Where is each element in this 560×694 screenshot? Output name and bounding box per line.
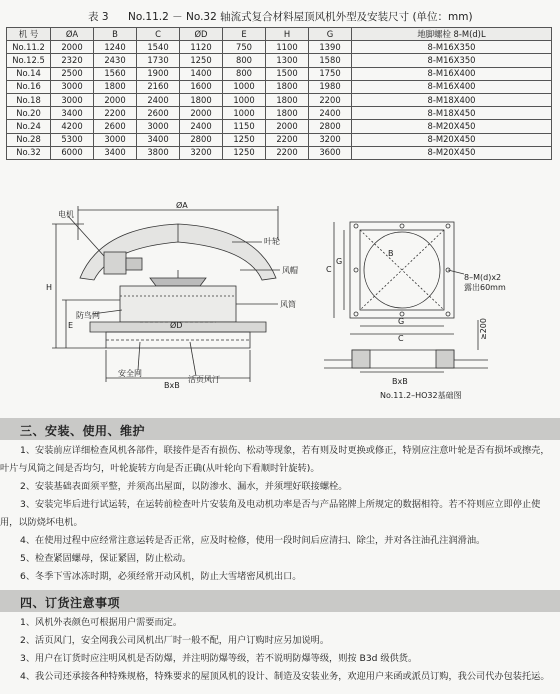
fan-diagram bbox=[0, 200, 560, 400]
table-cell: 8-M16X350 bbox=[352, 54, 552, 67]
table-cell: 2320 bbox=[51, 54, 94, 67]
table-number: 表 3 bbox=[88, 11, 109, 23]
table-cell: 2000 bbox=[94, 93, 137, 106]
table-cell: 1560 bbox=[94, 67, 137, 80]
table-cell: 1500 bbox=[266, 67, 309, 80]
section-3-item-5: 5、检查紧固螺母，保证紧固，防止松动。 bbox=[20, 553, 192, 564]
model-cell: No.32 bbox=[7, 146, 51, 159]
table-cell: 1980 bbox=[309, 80, 352, 93]
table-cell: 3200 bbox=[309, 133, 352, 146]
table-cell: 1900 bbox=[137, 67, 180, 80]
table-row bbox=[7, 80, 552, 93]
table-cell: 1120 bbox=[180, 41, 223, 54]
label-dim-d: ØD bbox=[170, 321, 183, 330]
table-cell: 2400 bbox=[137, 93, 180, 106]
table-cell: 8-M16X400 bbox=[352, 80, 552, 93]
model-cell: No.16 bbox=[7, 80, 51, 93]
table-cell: 2500 bbox=[51, 67, 94, 80]
table-cell: 8-M20X450 bbox=[352, 120, 552, 133]
table-cell: 1800 bbox=[266, 80, 309, 93]
table-row bbox=[7, 107, 552, 120]
label-dim-bxb-right: BxB bbox=[392, 377, 408, 386]
table-row bbox=[7, 67, 552, 80]
table-cell: 1150 bbox=[223, 120, 266, 133]
table-cell: 1540 bbox=[137, 41, 180, 54]
section-3-title: 三、安装、使用、维护 bbox=[20, 424, 146, 438]
table-cell: 6000 bbox=[51, 146, 94, 159]
section-4-heading bbox=[0, 590, 560, 612]
table-cell: 5300 bbox=[51, 133, 94, 146]
table-cell: 1000 bbox=[223, 107, 266, 120]
table-cell: 1400 bbox=[180, 67, 223, 80]
label-dim-c-bottom: C bbox=[398, 334, 404, 343]
model-cell: No.14 bbox=[7, 67, 51, 80]
table-header-cell: G bbox=[309, 28, 352, 41]
section-3-item-4: 4、在使用过程中应经常注意运转是否正常，应及时检修，使用一段时间后应清扫、除尘，并对各注油孔注润滑油。 bbox=[20, 535, 486, 546]
table-header-cell: E bbox=[223, 28, 266, 41]
foundation-view bbox=[324, 222, 488, 372]
table-cell: 3400 bbox=[51, 107, 94, 120]
table-cell: 4200 bbox=[51, 120, 94, 133]
table-cell: 2000 bbox=[266, 120, 309, 133]
foundation-caption: No.11.2–HO32基础图 bbox=[380, 391, 462, 400]
table-caption bbox=[0, 4, 560, 24]
label-dim-bxb-left: BxB bbox=[164, 381, 180, 390]
table-cell: 1800 bbox=[266, 107, 309, 120]
label-dim-g-side: G bbox=[336, 257, 343, 266]
table-cell: 1250 bbox=[223, 146, 266, 159]
table-row bbox=[7, 146, 552, 159]
table-row bbox=[7, 120, 552, 133]
table-cell: 1390 bbox=[309, 41, 352, 54]
label-dim-c-side: C bbox=[326, 265, 332, 274]
table-cell: 3000 bbox=[51, 93, 94, 106]
table-cell: 1240 bbox=[94, 41, 137, 54]
fan-side-view bbox=[52, 206, 280, 382]
table-row bbox=[7, 41, 552, 54]
table-cell: 3000 bbox=[94, 133, 137, 146]
label-dim-e: E bbox=[68, 321, 74, 330]
section-4-body bbox=[0, 614, 552, 686]
table-cell: 2200 bbox=[266, 133, 309, 146]
label-dim-g-bottom: G bbox=[398, 317, 405, 326]
label-dim-b-circle: B bbox=[388, 249, 394, 258]
table-header-row bbox=[7, 28, 552, 41]
table-cell: 1580 bbox=[309, 54, 352, 67]
section-4-item-1: 1、风机外表颜色可根据用户需要而定。 bbox=[20, 617, 183, 628]
table-cell: 8-M20X450 bbox=[352, 133, 552, 146]
label-dim-h: H bbox=[46, 283, 53, 292]
table-cell: 1000 bbox=[223, 80, 266, 93]
label-bolts: 8–M(d)x2 bbox=[464, 273, 502, 282]
table-cell: 2400 bbox=[309, 107, 352, 120]
table-cell: 3000 bbox=[137, 120, 180, 133]
table-row bbox=[7, 133, 552, 146]
table-cell: 800 bbox=[223, 67, 266, 80]
table-cell: 750 bbox=[223, 41, 266, 54]
section-3-item-2: 2、安装基础表面须平整，并须高出屋面，以防渗水、漏水，并须埋好联接螺栓。 bbox=[20, 481, 348, 492]
model-cell: No.18 bbox=[7, 93, 51, 106]
table-cell: 1250 bbox=[180, 54, 223, 67]
label-impeller: 叶轮 bbox=[264, 237, 280, 246]
section-3-heading bbox=[0, 418, 560, 440]
section-4-item-4: 4、我公司还承接各种特殊规格，特殊要求的屋顶风机的设计、制造及安装业务，欢迎用户来函或派员订购，我公司代办包装托运。 bbox=[20, 671, 550, 682]
table-header-cell: ØA bbox=[51, 28, 94, 41]
table-cell: 1730 bbox=[137, 54, 180, 67]
table-cell: 2430 bbox=[94, 54, 137, 67]
model-cell: No.11.2 bbox=[7, 41, 51, 54]
table-cell: 3200 bbox=[180, 146, 223, 159]
label-safety-net: 安全网 bbox=[118, 369, 142, 378]
table-title: No.11.2 － No.32 轴流式复合材料屋顶风机外型及安装尺寸 (单位：mm) bbox=[128, 11, 473, 23]
table-cell: 1750 bbox=[309, 67, 352, 80]
table-header-cell: C bbox=[137, 28, 180, 41]
table-cell: 1000 bbox=[223, 93, 266, 106]
table-cell: 2160 bbox=[137, 80, 180, 93]
label-duct: 风筒 bbox=[280, 300, 296, 309]
table-cell: 1800 bbox=[94, 80, 137, 93]
table-cell: 2800 bbox=[309, 120, 352, 133]
table-cell: 3800 bbox=[137, 146, 180, 159]
table-cell: 1800 bbox=[180, 93, 223, 106]
model-cell: No.28 bbox=[7, 133, 51, 146]
label-dim-a: ØA bbox=[176, 201, 188, 210]
table-cell: 8-M18X400 bbox=[352, 93, 552, 106]
label-bolts-note: 露出60mm bbox=[464, 283, 506, 292]
label-motor: 电机 bbox=[58, 210, 74, 219]
model-cell: No.24 bbox=[7, 120, 51, 133]
table-cell: 8-M18X450 bbox=[352, 107, 552, 120]
table-cell: 2200 bbox=[266, 146, 309, 159]
table-cell: 2200 bbox=[309, 93, 352, 106]
section-3-body bbox=[0, 442, 552, 586]
table-cell: 1100 bbox=[266, 41, 309, 54]
table-header-cell: ØD bbox=[180, 28, 223, 41]
table-cell: 2000 bbox=[180, 107, 223, 120]
section-3-item-1: 1、安装前应详细检查风机各部件，联接件是否有损伤、松动等现象，若有则及时更换或修正，特别应注意叶轮是否有损坏或擦壳，叶片与风筒之间是否均匀，叶轮旋转方向是否正确(从叶轮向下看顺时针旋转)。 bbox=[0, 445, 550, 474]
label-louver: 活页风汀 bbox=[188, 375, 220, 384]
table-cell: 1300 bbox=[266, 54, 309, 67]
label-min-height: ≥200 bbox=[479, 318, 488, 340]
table-cell: 2600 bbox=[94, 120, 137, 133]
table-cell: 2800 bbox=[180, 133, 223, 146]
section-3-item-3: 3、安装完毕后进行试运转，在运转前检查叶片安装角及电动机功率是否与产品铭牌上所规定的数据相符。若不符则应立即停止使用，以防烧坏电机。 bbox=[0, 499, 541, 528]
dimension-table bbox=[6, 27, 552, 160]
model-cell: No.20 bbox=[7, 107, 51, 120]
table-cell: 2400 bbox=[180, 120, 223, 133]
table-cell: 2600 bbox=[137, 107, 180, 120]
table-row bbox=[7, 54, 552, 67]
table-cell: 3400 bbox=[137, 133, 180, 146]
table-cell: 8-M16X350 bbox=[352, 41, 552, 54]
table-header-cell: B bbox=[94, 28, 137, 41]
table-cell: 1600 bbox=[180, 80, 223, 93]
section-4-item-2: 2、活页风门，安全网我公司风机出厂时一般不配，用户订购时应另加说明。 bbox=[20, 635, 330, 646]
table-cell: 1800 bbox=[266, 93, 309, 106]
label-hood: 风帽 bbox=[282, 266, 298, 275]
table-cell: 3400 bbox=[94, 146, 137, 159]
table-cell: 1250 bbox=[223, 133, 266, 146]
table-header-cell: 地脚螺栓 8-M(d)L bbox=[352, 28, 552, 41]
table-cell: 3000 bbox=[51, 80, 94, 93]
table-cell: 800 bbox=[223, 54, 266, 67]
section-4-title: 四、订货注意事项 bbox=[20, 596, 121, 610]
label-bird-net: 防鸟网 bbox=[76, 311, 100, 320]
table-body bbox=[7, 41, 552, 160]
table-header-cell: 机 号 bbox=[7, 28, 51, 41]
table-cell: 8-M20X450 bbox=[352, 146, 552, 159]
model-cell: No.12.5 bbox=[7, 54, 51, 67]
table-cell: 8-M16X400 bbox=[352, 67, 552, 80]
table-row bbox=[7, 93, 552, 106]
section-3-item-6: 6、冬季下雪冰冻时期，必须经常开动风机，防止大雪堵密风机出口。 bbox=[20, 571, 302, 582]
table-cell: 2200 bbox=[94, 107, 137, 120]
table-cell: 3600 bbox=[309, 146, 352, 159]
table-header-cell: H bbox=[266, 28, 309, 41]
table-cell: 2000 bbox=[51, 41, 94, 54]
section-4-item-3: 3、用户在订货时应注明风机是否防爆，并注明防爆等级，若不说明防爆等级，则按 B3d 级供货。 bbox=[20, 653, 418, 664]
